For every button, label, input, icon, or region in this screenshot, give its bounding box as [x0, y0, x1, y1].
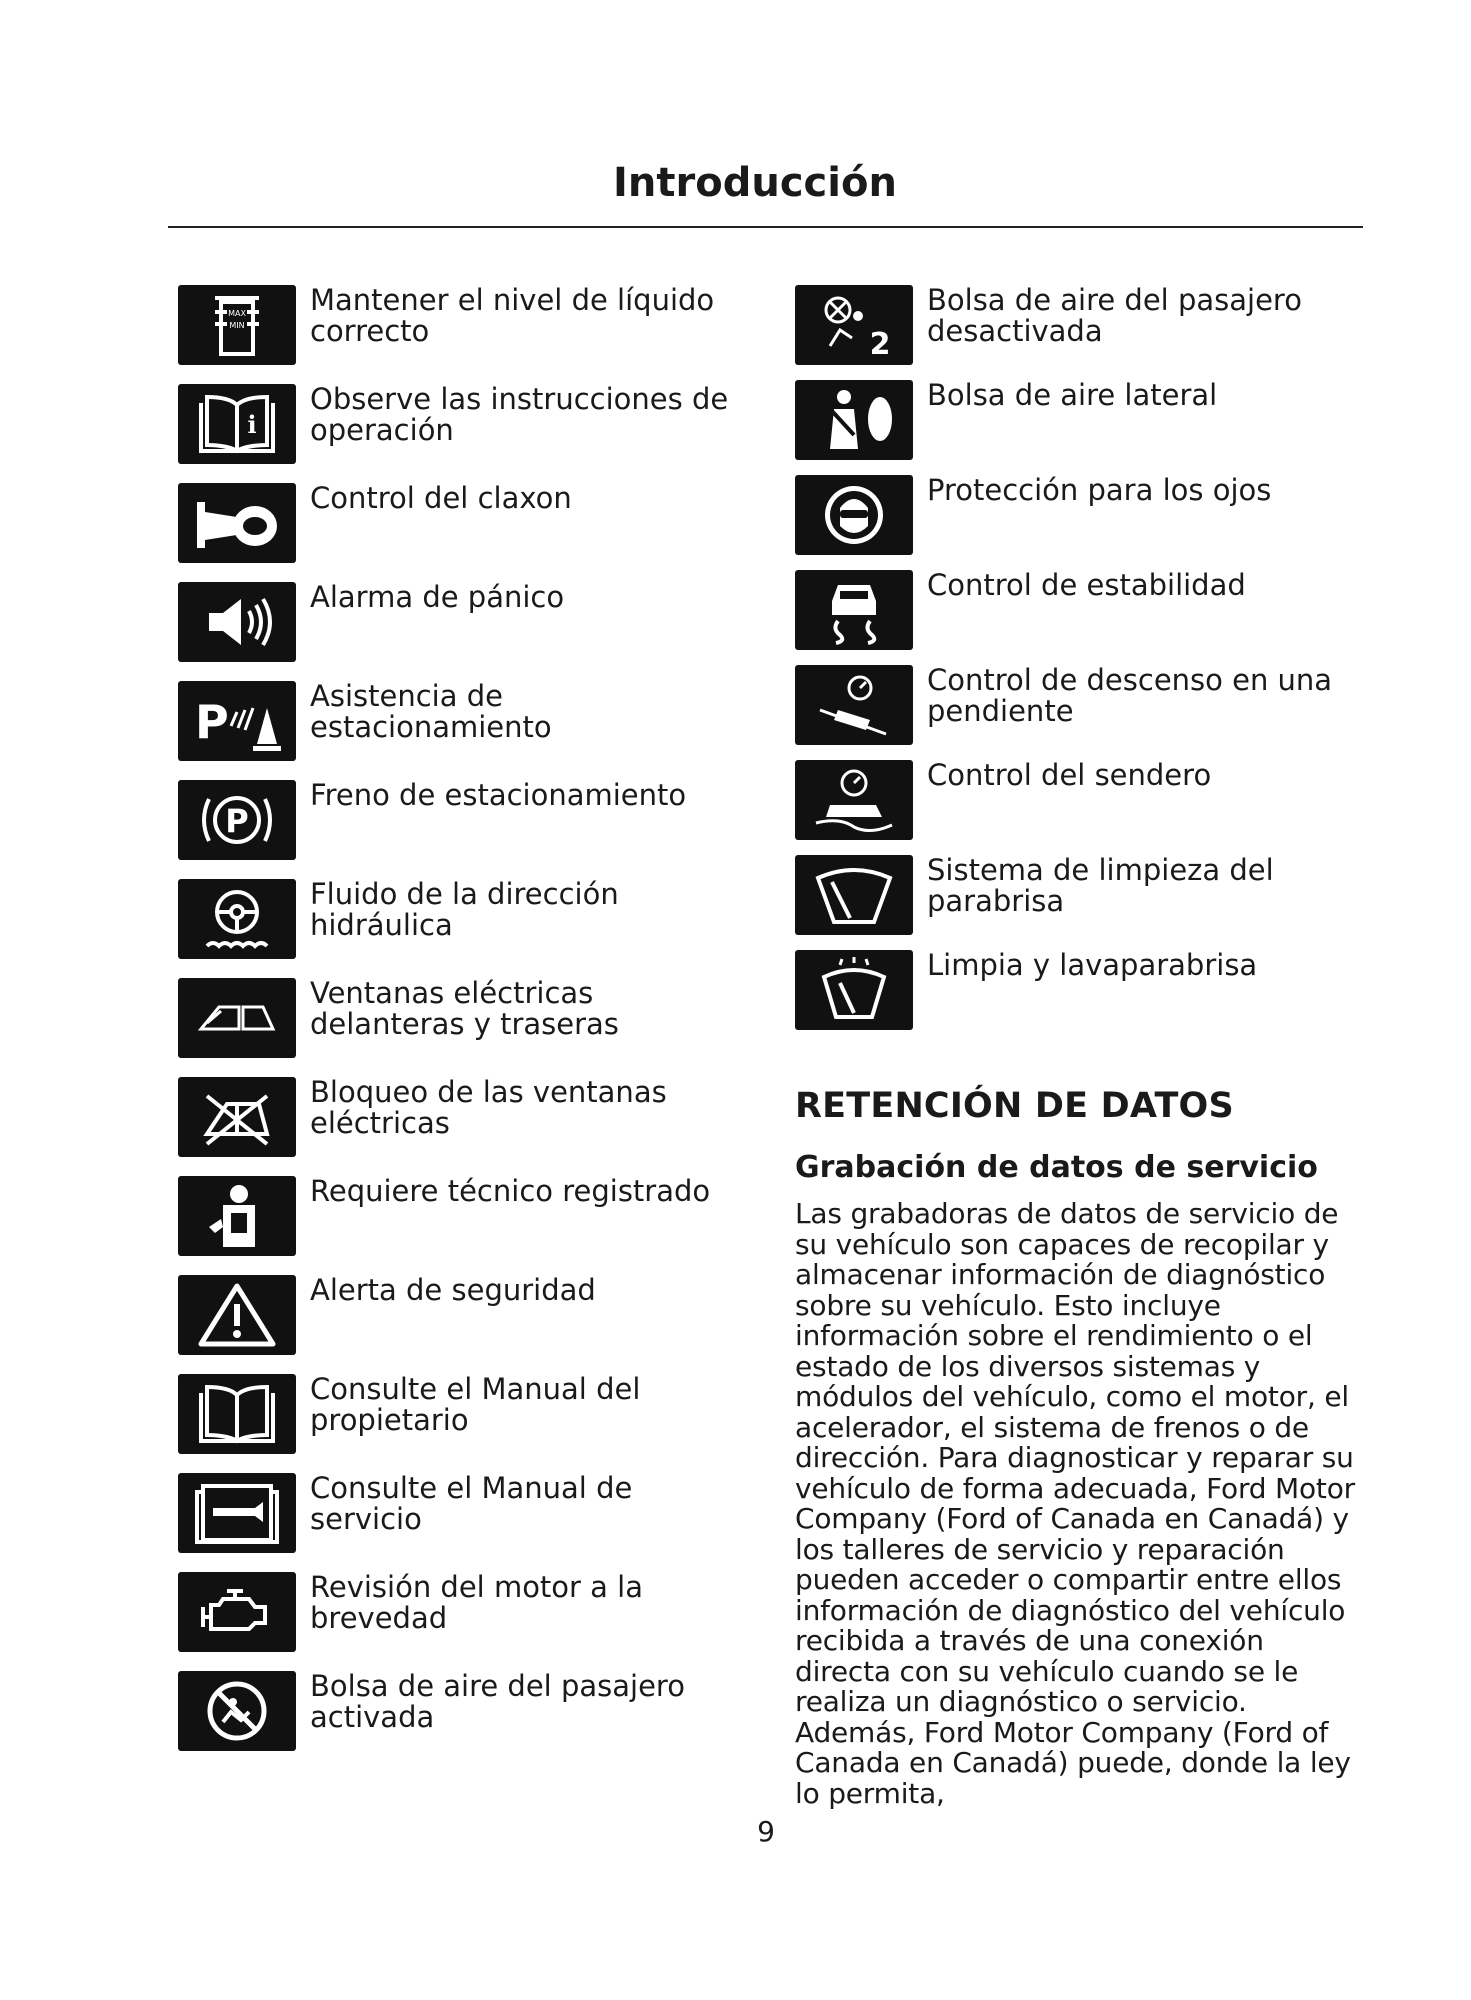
symbol-label: Bolsa de aire lateral	[927, 378, 1218, 412]
symbol-label: Protección para los ojos	[927, 473, 1272, 507]
service-manual-icon	[178, 1473, 296, 1553]
page-number: 9	[757, 1815, 775, 1848]
symbol-label: Control de descenso en una pendiente	[927, 663, 1333, 728]
symbol-item	[178, 1077, 750, 1176]
svg-text:2: 2	[869, 327, 891, 360]
symbol-list-right	[795, 285, 1365, 1045]
symbol-list-left	[178, 285, 750, 1770]
svg-text:i: i	[247, 410, 257, 439]
data-retention-section	[795, 1086, 1365, 1809]
park-assist-icon	[178, 681, 296, 761]
horn-icon	[178, 483, 296, 563]
symbol-item	[178, 1473, 750, 1572]
manual-info-icon	[178, 384, 296, 464]
symbol-label: Alerta de seguridad	[310, 1273, 596, 1307]
power-windows-icon	[178, 978, 296, 1058]
symbol-label: Consulte el Manual del propietario	[310, 1372, 641, 1437]
hill-descent-icon	[795, 665, 913, 745]
symbol-label: Sistema de limpieza del parabrisa	[927, 853, 1274, 918]
airbag-off-icon	[795, 285, 913, 365]
symbol-label: Control de estabilidad	[927, 568, 1246, 602]
fluid-level-icon	[178, 285, 296, 365]
symbol-item	[795, 380, 1365, 475]
svg-text:P: P	[195, 695, 229, 749]
symbol-label: Bolsa de aire del pasajero activada	[310, 1669, 685, 1734]
symbol-item	[178, 1176, 750, 1275]
svg-text:MAX: MAX	[228, 309, 246, 318]
warning-triangle-icon	[178, 1275, 296, 1355]
symbol-item	[795, 950, 1365, 1045]
symbol-item	[178, 1671, 750, 1770]
symbol-label: Revisión del motor a la brevedad	[310, 1570, 644, 1635]
symbol-item	[178, 681, 750, 780]
symbol-label: Control del claxon	[310, 481, 572, 515]
symbol-label: Alarma de pánico	[310, 580, 565, 614]
symbol-label: Consulte el Manual de servicio	[310, 1471, 633, 1536]
side-airbag-icon	[795, 380, 913, 460]
page-title: Introducción	[613, 160, 897, 206]
svg-text:MIN: MIN	[229, 321, 245, 330]
airbag-on-icon	[178, 1671, 296, 1751]
engine-icon	[178, 1572, 296, 1652]
symbol-item	[178, 384, 750, 483]
symbol-item	[795, 475, 1365, 570]
symbol-item	[795, 760, 1365, 855]
symbol-item	[178, 1572, 750, 1671]
symbol-item	[178, 1374, 750, 1473]
symbol-label: Control del sendero	[927, 758, 1212, 792]
speaker-icon	[178, 582, 296, 662]
symbol-label: Ventanas eléctricas delanteras y traseras	[310, 976, 619, 1041]
parking-brake-icon	[178, 780, 296, 860]
section-body: Las grabadoras de datos de servicio de su vehículo son capaces de recopilar y almacenar información de diagnóstico sobre su vehículo. Esto incluye información sobre el rendimiento o el estado de los diversos sistemas y módulos del vehículo, como el motor, el acelerador, el sistema de frenos o de dirección. Para diagnosticar y reparar su vehículo de forma adecuada, Ford Motor Company (Ford of Canada en Canadá) y los talleres de servicio y reparación pueden acceder o compartir entre ellos información de diagnóstico del vehículo recibida a través de una conexión directa con su vehículo cuando se le realiza un diagnóstico o servicio. Además, Ford Motor Company (Ford of Canada en Canadá) puede, donde la ley lo permita,	[795, 1197, 1355, 1810]
svg-text:P: P	[225, 802, 249, 840]
symbol-label: Observe las instrucciones de operación	[310, 382, 729, 447]
owner-manual-icon	[178, 1374, 296, 1454]
title-divider	[168, 226, 1363, 228]
symbol-label: Fluido de la dirección hidráulica	[310, 877, 619, 942]
symbol-item	[178, 483, 750, 582]
symbol-label: Mantener el nivel de líquido correcto	[310, 283, 715, 348]
steering-fluid-icon	[178, 879, 296, 959]
symbol-item	[178, 879, 750, 978]
symbol-item	[178, 582, 750, 681]
symbol-label: Bloqueo de las ventanas eléctricas	[310, 1075, 667, 1140]
symbol-label: Limpia y lavaparabrisa	[927, 948, 1258, 982]
trail-control-icon	[795, 760, 913, 840]
wiper-washer-icon	[795, 950, 913, 1030]
symbol-label: Asistencia de estacionamiento	[310, 679, 552, 744]
symbol-item	[795, 855, 1365, 950]
technician-icon	[178, 1176, 296, 1256]
symbol-item	[178, 978, 750, 1077]
wiper-icon	[795, 855, 913, 935]
symbol-label: Requiere técnico registrado	[310, 1174, 711, 1208]
symbol-item	[795, 570, 1365, 665]
symbol-item	[178, 285, 750, 384]
stability-control-icon	[795, 570, 913, 650]
symbol-item	[178, 780, 750, 879]
symbol-label: Bolsa de aire del pasajero desactivada	[927, 283, 1302, 348]
symbol-item	[795, 285, 1365, 380]
window-lock-icon	[178, 1077, 296, 1157]
section-heading: RETENCIÓN DE DATOS	[795, 1086, 1234, 1126]
symbol-item	[178, 1275, 750, 1374]
symbol-item	[795, 665, 1365, 760]
symbol-label: Freno de estacionamiento	[310, 778, 687, 812]
eye-protection-icon	[795, 475, 913, 555]
section-subheading: Grabación de datos de servicio	[795, 1150, 1318, 1185]
